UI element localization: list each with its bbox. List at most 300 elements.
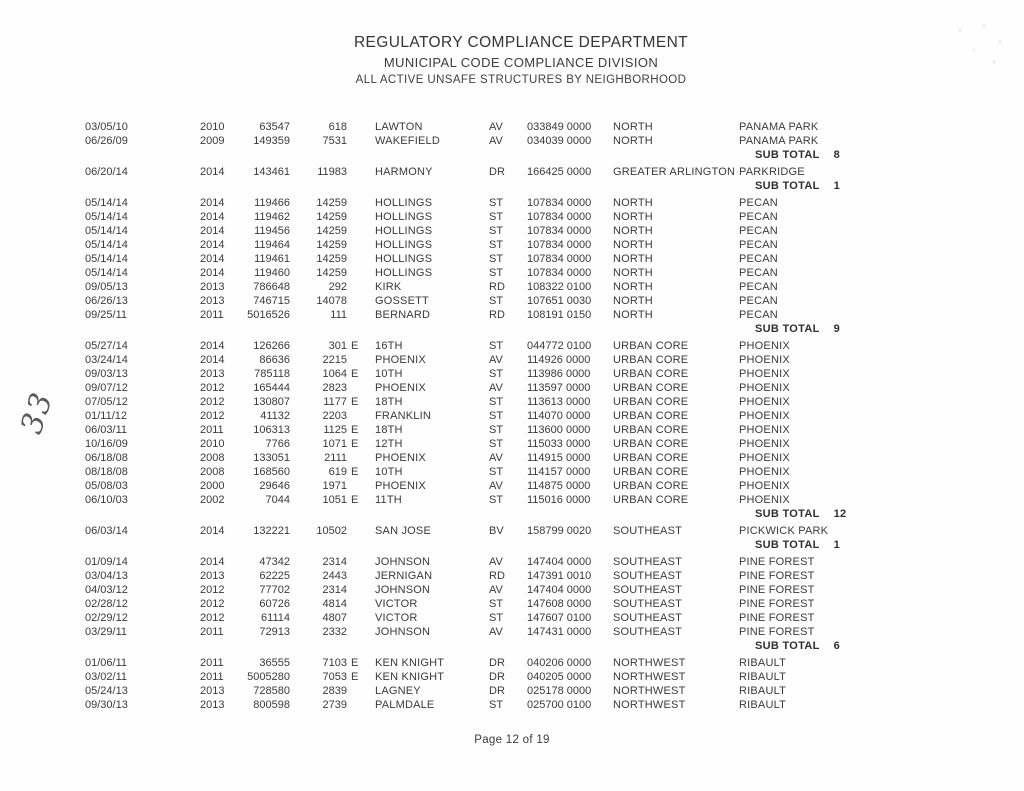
cell-num: 2314 (322, 556, 347, 568)
cell-type: AV (489, 382, 503, 394)
cell-type: ST (489, 239, 504, 251)
cell-year: 2010 (200, 121, 225, 133)
cell-district: NORTH (613, 121, 653, 133)
cell-num: 14259 (316, 239, 347, 251)
cell-type: ST (489, 211, 504, 223)
cell-type: DR (489, 671, 505, 683)
cell-date: 01/11/12 (85, 410, 128, 422)
table-section (0, 165, 1024, 193)
table-row (0, 120, 1024, 134)
cell-year: 2012 (200, 410, 225, 422)
table-section (0, 656, 1024, 712)
cell-parcel: 040205 0000 (527, 671, 592, 683)
cell-date: 03/29/11 (85, 626, 128, 638)
cell-street: PALMDALE (375, 699, 435, 711)
table-section (0, 196, 1024, 336)
cell-year: 2013 (200, 570, 225, 582)
cell-case: 47342 (259, 556, 290, 568)
cell-type: ST (489, 494, 504, 506)
report-subtitle: MUNICIPAL CODE COMPLIANCE DIVISION (383, 55, 659, 70)
cell-num: 619 (328, 466, 347, 478)
cell-case: 119460 (254, 267, 290, 279)
cell-year: 2012 (200, 598, 225, 610)
cell-neighborhood: PARKRIDGE (739, 166, 805, 178)
cell-case: 119464 (254, 239, 290, 251)
page-footer: Page 12 of 19 (474, 734, 550, 746)
handwritten-mark: 33 (14, 387, 61, 439)
table-row (0, 165, 1024, 179)
cell-street: PHOENIX (375, 382, 426, 394)
cell-date: 06/20/14 (85, 166, 128, 178)
table-row (0, 583, 1024, 597)
cell-date: 03/02/11 (85, 671, 128, 683)
table-section (0, 339, 1024, 521)
cell-year: 2014 (200, 267, 225, 279)
cell-year: 2012 (200, 382, 225, 394)
cell-street: HOLLINGS (375, 225, 433, 237)
cell-year: 2011 (200, 424, 224, 436)
cell-type: ST (489, 410, 504, 422)
cell-date: 09/07/12 (85, 382, 128, 394)
cell-case: 61114 (261, 612, 290, 624)
cell-district: URBAN CORE (613, 466, 689, 478)
cell-parcel: 107834 0000 (527, 239, 592, 251)
cell-year: 2012 (200, 396, 225, 408)
cell-neighborhood: PANAMA PARK (739, 121, 819, 133)
cell-case: 119456 (254, 225, 290, 237)
cell-num: 111 (330, 309, 347, 321)
cell-num: 2443 (322, 570, 347, 582)
cell-type: AV (489, 584, 503, 596)
cell-district: NORTH (613, 211, 653, 223)
table-row (0, 367, 1024, 381)
cell-case: 62225 (259, 570, 290, 582)
cell-year: 2013 (200, 295, 225, 307)
cell-case: 786648 (253, 281, 290, 293)
cell-parcel: 107651 0030 (527, 295, 592, 307)
cell-num: 2823 (322, 382, 347, 394)
cell-type: ST (489, 368, 504, 380)
cell-parcel: 113600 0000 (527, 424, 591, 436)
cell-case: 41132 (260, 410, 290, 422)
cell-neighborhood: PHOENIX (739, 340, 790, 352)
cell-case: 119462 (254, 211, 290, 223)
cell-num: 2739 (322, 699, 347, 711)
cell-date: 06/03/11 (85, 424, 128, 436)
cell-date: 05/08/03 (85, 480, 128, 492)
cell-parcel: 166425 0000 (527, 166, 592, 178)
cell-case: 746715 (253, 295, 290, 307)
cell-neighborhood: PINE FOREST (739, 612, 815, 624)
cell-year: 2010 (200, 438, 225, 450)
cell-num: 14259 (316, 267, 347, 279)
cell-district: NORTH (613, 253, 653, 265)
cell-date: 09/30/13 (85, 699, 128, 711)
cell-street: LAWTON (375, 121, 423, 133)
cell-year: 2014 (200, 340, 225, 352)
cell-suffix: E (351, 466, 359, 478)
cell-year: 2014 (200, 166, 225, 178)
cell-type: RD (489, 309, 505, 321)
cell-case: 165444 (253, 382, 290, 394)
cell-date: 06/26/09 (85, 135, 128, 147)
cell-neighborhood: PHOENIX (739, 410, 790, 422)
cell-type: AV (489, 354, 503, 366)
cell-street: BERNARD (375, 309, 431, 321)
cell-case: 63547 (259, 121, 290, 133)
cell-neighborhood: RIBAULT (739, 671, 787, 683)
cell-street: KIRK (375, 281, 402, 293)
cell-date: 04/03/12 (85, 584, 128, 596)
cell-street: 18TH (375, 424, 403, 436)
cell-date: 09/03/13 (85, 368, 128, 380)
cell-parcel: 108191 0150 (527, 309, 592, 321)
cell-neighborhood: PECAN (739, 281, 778, 293)
cell-parcel: 107834 0000 (527, 197, 592, 209)
cell-date: 03/04/13 (85, 570, 128, 582)
cell-district: SOUTHEAST (613, 626, 683, 638)
cell-type: DR (489, 685, 505, 697)
table-row (0, 611, 1024, 625)
cell-type: ST (489, 267, 504, 279)
cell-num: 2332 (322, 626, 347, 638)
cell-neighborhood: PECAN (739, 211, 778, 223)
table-row (0, 465, 1024, 479)
cell-street: 16TH (375, 340, 403, 352)
cell-date: 03/24/14 (85, 354, 128, 366)
cell-case: 106313 (253, 424, 290, 436)
cell-district: URBAN CORE (613, 480, 689, 492)
cell-year: 2009 (200, 135, 225, 147)
cell-date: 05/14/14 (85, 225, 128, 237)
cell-case: 133051 (253, 452, 290, 464)
subtotal-label: SUB TOTAL (755, 508, 820, 520)
table-row (0, 597, 1024, 611)
cell-year: 2014 (200, 556, 225, 568)
cell-neighborhood: PHOENIX (739, 424, 790, 436)
cell-parcel: 114070 0000 (527, 410, 591, 422)
cell-case: 77702 (259, 584, 290, 596)
report-title: REGULATORY COMPLIANCE DEPARTMENT (353, 34, 689, 51)
cell-district: NORTH (613, 281, 653, 293)
table-row (0, 224, 1024, 238)
cell-neighborhood: PECAN (739, 267, 778, 279)
cell-num: 14259 (316, 211, 347, 223)
cell-num: 1051 (322, 494, 347, 506)
cell-district: URBAN CORE (613, 452, 689, 464)
cell-parcel: 147607 0100 (527, 612, 592, 624)
table-row (0, 294, 1024, 308)
subtotal-gap (820, 538, 834, 552)
cell-year: 2014 (200, 525, 225, 537)
cell-num: 7103 (322, 657, 347, 669)
cell-date: 01/09/14 (85, 556, 128, 568)
cell-year: 2012 (200, 584, 225, 596)
cell-type: ST (489, 438, 504, 450)
cell-street: JOHNSON (375, 556, 431, 568)
cell-street: 12TH (375, 438, 403, 450)
cell-num: 1971 (322, 480, 347, 492)
cell-parcel: 147431 0000 (527, 626, 592, 638)
cell-type: ST (489, 340, 504, 352)
cell-type: AV (489, 452, 503, 464)
cell-num: 10502 (316, 525, 347, 537)
cell-neighborhood: PHOENIX (739, 494, 790, 506)
cell-street: VICTOR (375, 598, 418, 610)
cell-num: 14078 (316, 295, 347, 307)
subtotal-label: SUB TOTAL (755, 180, 820, 192)
cell-year: 2014 (200, 354, 225, 366)
cell-year: 2013 (200, 699, 225, 711)
cell-suffix: E (351, 671, 359, 683)
cell-district: NORTH (613, 197, 653, 209)
cell-parcel: 107834 0000 (527, 267, 592, 279)
cell-case: 143461 (253, 166, 290, 178)
cell-suffix: E (351, 340, 359, 352)
cell-case: 126266 (253, 340, 290, 352)
cell-parcel: 114926 0000 (527, 354, 591, 366)
cell-num: 1071 (322, 438, 347, 450)
cell-neighborhood: RIBAULT (739, 699, 787, 711)
cell-district: NORTH (613, 239, 653, 251)
cell-year: 2008 (200, 466, 225, 478)
cell-year: 2013 (200, 281, 225, 293)
subtotal-gap (820, 322, 834, 336)
cell-parcel: 108322 0100 (527, 281, 592, 293)
cell-neighborhood: PINE FOREST (739, 556, 815, 568)
cell-parcel: 114157 0000 (527, 466, 591, 478)
cell-date: 05/14/14 (85, 267, 128, 279)
cell-district: SOUTHEAST (613, 598, 683, 610)
cell-year: 2011 (200, 309, 224, 321)
cell-case: 132221 (253, 525, 290, 537)
cell-parcel: 025178 0000 (527, 685, 592, 697)
cell-year: 2013 (200, 685, 225, 697)
cell-parcel: 107834 0000 (527, 225, 592, 237)
cell-parcel: 025700 0100 (527, 699, 592, 711)
cell-street: HOLLINGS (375, 197, 433, 209)
cell-parcel: 040206 0000 (527, 657, 592, 669)
cell-date: 03/05/10 (85, 121, 128, 133)
cell-district: GREATER ARLINGTON (613, 166, 736, 178)
cell-year: 2014 (200, 239, 225, 251)
cell-type: RD (489, 281, 505, 293)
table-row (0, 409, 1024, 423)
cell-type: AV (489, 556, 503, 568)
subtotal-value: 12 (833, 508, 847, 520)
table-row (0, 339, 1024, 353)
table-row (0, 555, 1024, 569)
cell-district: SOUTHEAST (613, 584, 683, 596)
cell-num: 301 (328, 340, 347, 352)
table-row (0, 479, 1024, 493)
table-section (0, 120, 1024, 162)
cell-street: JERNIGAN (375, 570, 433, 582)
report-description: ALL ACTIVE UNSAFE STRUCTURES BY NEIGHBORHOOD (355, 74, 687, 86)
cell-case: 119461 (254, 253, 290, 265)
cell-parcel: 034039 0000 (527, 135, 592, 147)
subtotal-value: 1 (833, 180, 841, 192)
subtotal-value: 8 (833, 149, 841, 161)
subtotal-row (0, 507, 1024, 521)
cell-street: HOLLINGS (375, 239, 433, 251)
table-row (0, 308, 1024, 322)
cell-date: 02/28/12 (85, 598, 128, 610)
cell-neighborhood: PHOENIX (739, 368, 790, 380)
cell-parcel: 114915 0000 (527, 452, 591, 464)
cell-street: 10TH (375, 368, 403, 380)
cell-neighborhood: PECAN (739, 253, 778, 265)
subtotal-label: SUB TOTAL (755, 640, 820, 652)
cell-district: NORTH (613, 225, 653, 237)
table-row (0, 625, 1024, 639)
cell-num: 1125 (323, 424, 347, 436)
cell-street: LAGNEY (375, 685, 421, 697)
subtotal-gap (820, 148, 834, 162)
cell-date: 02/29/12 (85, 612, 128, 624)
cell-num: 14259 (316, 197, 347, 209)
cell-street: JOHNSON (375, 626, 431, 638)
table-row (0, 437, 1024, 451)
cell-date: 06/10/03 (85, 494, 128, 506)
cell-parcel: 114875 0000 (527, 480, 591, 492)
table-row (0, 280, 1024, 294)
table-row (0, 381, 1024, 395)
cell-type: ST (489, 253, 504, 265)
cell-parcel: 113986 0000 (527, 368, 591, 380)
cell-date: 05/14/14 (85, 253, 128, 265)
table-section (0, 555, 1024, 653)
cell-year: 2014 (200, 253, 225, 265)
cell-type: ST (489, 225, 504, 237)
cell-neighborhood: PHOENIX (739, 466, 790, 478)
cell-street: FRANKLIN (375, 410, 431, 422)
cell-street: 18TH (375, 396, 403, 408)
cell-neighborhood: PECAN (739, 309, 778, 321)
subtotal-label: SUB TOTAL (755, 539, 820, 551)
report-header (0, 33, 1024, 88)
cell-num: 14259 (316, 253, 347, 265)
cell-num: 1064 (322, 368, 347, 380)
table-row (0, 238, 1024, 252)
cell-district: SOUTHEAST (613, 612, 683, 624)
cell-district: URBAN CORE (613, 424, 689, 436)
subtotal-gap (820, 507, 834, 521)
cell-district: URBAN CORE (613, 368, 689, 380)
cell-district: NORTH (613, 135, 653, 147)
cell-year: 2000 (200, 480, 225, 492)
cell-type: RD (489, 570, 505, 582)
cell-type: BV (489, 525, 504, 537)
cell-case: 36555 (259, 657, 290, 669)
cell-year: 2011 (200, 657, 224, 669)
cell-type: ST (489, 612, 504, 624)
cell-case: 5016526 (247, 309, 290, 321)
cell-date: 10/16/09 (85, 438, 128, 450)
cell-date: 06/18/08 (85, 452, 128, 464)
table-row (0, 684, 1024, 698)
subtotal-row (0, 322, 1024, 336)
cell-neighborhood: PINE FOREST (739, 570, 815, 582)
cell-street: 11TH (375, 494, 402, 506)
cell-date: 06/03/14 (85, 525, 128, 537)
cell-year: 2008 (200, 452, 225, 464)
table-section (0, 524, 1024, 552)
cell-case: 7766 (265, 438, 290, 450)
cell-district: NORTH (613, 309, 653, 321)
cell-neighborhood: PECAN (739, 197, 778, 209)
table-row (0, 196, 1024, 210)
cell-date: 05/27/14 (85, 340, 128, 352)
cell-num: 7531 (322, 135, 347, 147)
cell-year: 2013 (200, 368, 225, 380)
subtotal-row (0, 538, 1024, 552)
table-row (0, 395, 1024, 409)
table-row (0, 569, 1024, 583)
cell-neighborhood: PANAMA PARK (739, 135, 819, 147)
cell-date: 05/14/14 (85, 197, 128, 209)
subtotal-value: 1 (833, 539, 841, 551)
cell-num: 1177 (323, 396, 347, 408)
cell-street: HOLLINGS (375, 267, 433, 279)
cell-neighborhood: PICKWICK PARK (739, 525, 829, 537)
cell-district: SOUTHEAST (613, 570, 683, 582)
cell-suffix: E (351, 396, 359, 408)
cell-year: 2002 (200, 494, 225, 506)
cell-parcel: 107834 0000 (527, 253, 592, 265)
table-row (0, 134, 1024, 148)
cell-district: NORTHWEST (613, 685, 686, 697)
cell-case: 168560 (253, 466, 290, 478)
table-row (0, 423, 1024, 437)
cell-street: 10TH (375, 466, 403, 478)
cell-date: 05/14/14 (85, 211, 128, 223)
cell-type: DR (489, 657, 505, 669)
cell-street: HOLLINGS (375, 211, 433, 223)
table-row (0, 451, 1024, 465)
table-row (0, 524, 1024, 538)
cell-street: HARMONY (375, 166, 433, 178)
cell-parcel: 113613 0000 (527, 396, 591, 408)
cell-neighborhood: PHOENIX (739, 354, 790, 366)
cell-parcel: 147404 0000 (527, 584, 592, 596)
subtotal-row (0, 639, 1024, 653)
cell-district: URBAN CORE (613, 494, 689, 506)
cell-date: 09/25/11 (85, 309, 128, 321)
cell-year: 2014 (200, 211, 225, 223)
cell-case: 60726 (259, 598, 290, 610)
cell-district: NORTHWEST (613, 699, 686, 711)
cell-district: NORTH (613, 295, 653, 307)
subtotal-row (0, 148, 1024, 162)
cell-case: 29646 (259, 480, 290, 492)
cell-district: SOUTHEAST (613, 556, 683, 568)
cell-num: 292 (328, 281, 347, 293)
records-table (0, 120, 1024, 715)
cell-type: ST (489, 197, 504, 209)
cell-type: ST (489, 598, 504, 610)
cell-case: 149359 (253, 135, 290, 147)
subtotal-value: 6 (833, 640, 841, 652)
cell-parcel: 115016 0000 (527, 494, 591, 506)
cell-street: KEN KNIGHT (375, 671, 445, 683)
cell-num: 2203 (322, 410, 347, 422)
table-row (0, 210, 1024, 224)
table-row (0, 698, 1024, 712)
cell-district: NORTH (613, 267, 653, 279)
cell-type: ST (489, 295, 504, 307)
cell-case: 5005280 (247, 671, 290, 683)
